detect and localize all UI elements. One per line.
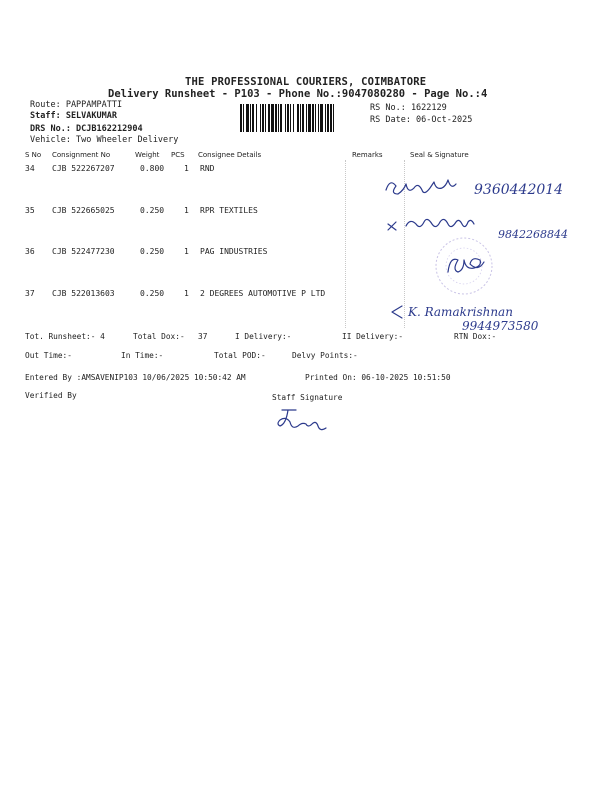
row-consignee: 2 DEGREES AUTOMOTIVE P LTD bbox=[200, 289, 326, 298]
barcode-bar bbox=[252, 104, 254, 132]
handwritten-phone-row34: 9360442014 bbox=[474, 182, 564, 198]
total-dox-value: 37 bbox=[198, 332, 208, 341]
barcode-bar bbox=[297, 104, 299, 132]
col-weight: Weight bbox=[135, 151, 160, 159]
row-sno: 34 bbox=[25, 164, 35, 173]
printed-on: Printed On: 06-10-2025 10:51:50 bbox=[305, 373, 451, 382]
barcode-bar bbox=[308, 104, 311, 132]
col-consignment: Consignment No bbox=[52, 151, 111, 159]
barcode-bar bbox=[333, 104, 334, 132]
row-weight: 0.250 bbox=[140, 206, 165, 215]
barcode-bar bbox=[280, 104, 282, 132]
row-weight: 0.250 bbox=[140, 247, 165, 256]
barcode-bar bbox=[240, 104, 242, 132]
barcode-image bbox=[240, 104, 366, 132]
rs-number: RS No.: 1622129 bbox=[370, 103, 447, 113]
staff-label: Staff: SELVAKUMAR bbox=[30, 111, 117, 121]
col-sno: S No bbox=[25, 151, 42, 159]
barcode-bar bbox=[306, 104, 307, 132]
total-pod-label: Total POD:- bbox=[214, 351, 266, 360]
staff-signature-scribble bbox=[276, 404, 346, 434]
company-title: THE PROFESSIONAL COURIERS, COIMBATORE bbox=[185, 76, 427, 88]
out-time-label: Out Time:- bbox=[25, 351, 72, 360]
i-delivery-label: I Delivery:- bbox=[235, 332, 292, 341]
row-consignment: CJB 522013603 bbox=[52, 289, 115, 298]
row-consignment: CJB 522665025 bbox=[52, 206, 115, 215]
row-consignee: PAG INDUSTRIES bbox=[200, 247, 268, 256]
barcode-bar bbox=[285, 104, 286, 132]
barcode-bar bbox=[293, 104, 294, 132]
col-pcs: PCS bbox=[171, 151, 185, 159]
barcode-bar bbox=[260, 104, 261, 132]
row-pcs: 1 bbox=[184, 206, 189, 215]
handwritten-name-row37: K. Ramakrishnan bbox=[408, 305, 513, 319]
handwritten-phone-row37: 9944973580 bbox=[462, 319, 539, 332]
col-seal-signature: Seal & Signature bbox=[410, 151, 469, 159]
barcode-bar bbox=[256, 104, 257, 132]
drs-number: DRS No.: DCJB162212904 bbox=[30, 124, 143, 134]
rs-date: RS Date: 06-Oct-2025 bbox=[370, 115, 473, 125]
total-runsheet: Tot. Runsheet:- 4 bbox=[25, 332, 105, 341]
ii-delivery-label: II Delivery:- bbox=[342, 332, 404, 341]
staff-signature-label: Staff Signature bbox=[272, 393, 343, 402]
row-consignment: CJB 522267207 bbox=[52, 164, 115, 173]
barcode-bar bbox=[265, 104, 266, 132]
barcode-bar bbox=[262, 104, 264, 132]
barcode-bar bbox=[320, 104, 323, 132]
runsheet-subtitle: Delivery Runsheet - P103 - Phone No.:9047080280 - Page No.:4 bbox=[108, 88, 488, 100]
row-sno: 36 bbox=[25, 247, 35, 256]
barcode-bar bbox=[290, 104, 291, 132]
row-weight: 0.800 bbox=[140, 164, 165, 173]
row-sno: 35 bbox=[25, 206, 35, 215]
row-consignment: CJB 522477230 bbox=[52, 247, 115, 256]
in-time-label: In Time:- bbox=[121, 351, 164, 360]
row-pcs: 1 bbox=[184, 289, 189, 298]
barcode-bar bbox=[300, 104, 301, 132]
barcode-bar bbox=[243, 104, 244, 132]
total-dox-label: Total Dox:- bbox=[133, 332, 185, 341]
barcode-bar bbox=[250, 104, 251, 132]
row-consignee: RPR TEXTILES bbox=[200, 206, 258, 215]
rtn-dox-label: RTN Dox:- bbox=[454, 332, 497, 341]
delvy-points-label: Delvy Points:- bbox=[292, 351, 358, 360]
company-seal-stamp bbox=[424, 232, 504, 302]
entered-by: Entered By :AMSAVENIP103 10/06/2025 10:50:42 AM bbox=[25, 373, 246, 382]
barcode-bar bbox=[275, 104, 277, 132]
barcode-bar bbox=[287, 104, 289, 132]
route-label: Route: PAPPAMPATTI bbox=[30, 100, 123, 110]
barcode-bar bbox=[330, 104, 332, 132]
barcode-bar bbox=[268, 104, 270, 132]
barcode-bar bbox=[325, 104, 326, 132]
barcode-bar bbox=[318, 104, 319, 132]
vehicle-label: Vehicle: Two Wheeler Delivery bbox=[30, 135, 179, 145]
row-consignee: RND bbox=[200, 164, 215, 173]
barcode-bar bbox=[327, 104, 329, 132]
barcode-bar bbox=[271, 104, 274, 132]
col-consignee: Consignee Details bbox=[198, 151, 262, 159]
barcode-bar bbox=[302, 104, 304, 132]
barcode-bar bbox=[246, 104, 249, 132]
row-pcs: 1 bbox=[184, 247, 189, 256]
verified-by-label: Verified By bbox=[25, 391, 77, 400]
barcode-bar bbox=[278, 104, 279, 132]
row-weight: 0.250 bbox=[140, 289, 165, 298]
row-pcs: 1 bbox=[184, 164, 189, 173]
barcode-bar bbox=[315, 104, 316, 132]
col-remarks: Remarks bbox=[352, 151, 383, 159]
barcode-bar bbox=[312, 104, 314, 132]
column-divider bbox=[345, 160, 346, 328]
row-sno: 37 bbox=[25, 289, 35, 298]
handwritten-phone-row35: 9842268844 bbox=[498, 228, 568, 241]
